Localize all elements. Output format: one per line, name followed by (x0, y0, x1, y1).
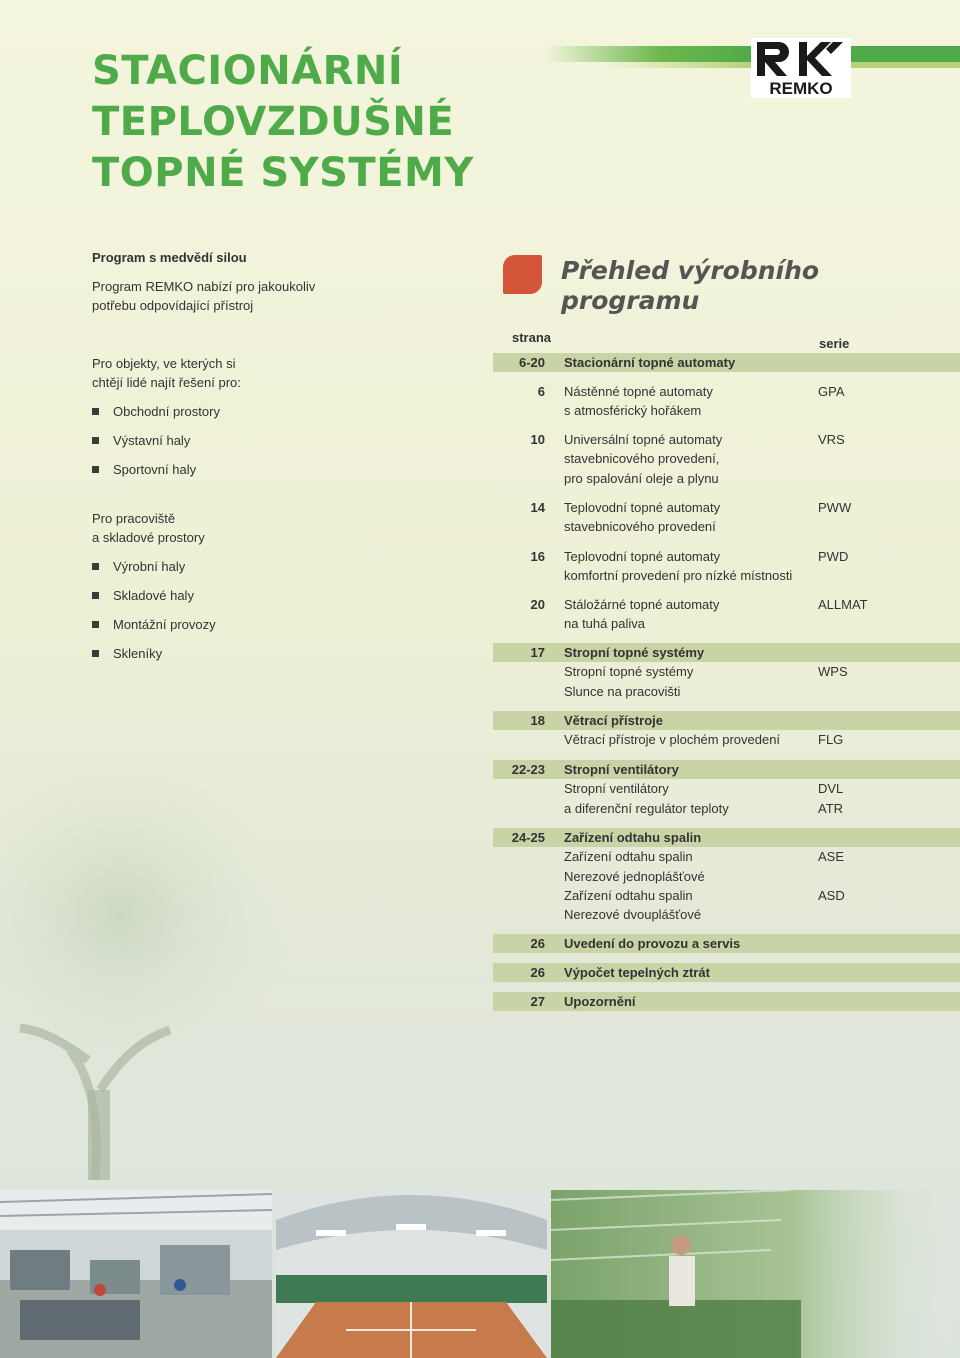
series-code: GPA (818, 384, 845, 399)
bullet-icon (92, 437, 99, 444)
page-number: 6-20 (518, 355, 545, 370)
product-line: komfortní provedení pro nízké místnosti (564, 568, 793, 584)
product-line: Větrací přístroje v plochém provedení (564, 732, 781, 748)
page-number: 17 (530, 645, 545, 660)
title-line-2: TEPLOVZDUŠNÉ (92, 99, 455, 145)
section-heading: Upozornění (564, 994, 636, 1009)
section-heading: Větrací přístroje (564, 713, 663, 728)
product-line: na tuhá paliva (564, 616, 645, 632)
table-row (493, 498, 960, 537)
orange-marker-icon (503, 255, 542, 294)
series-code: PWW (818, 500, 852, 515)
table-row (493, 992, 960, 1011)
overview-title-line-1: Přehled výrobního (561, 256, 820, 285)
bullet-icon (92, 621, 99, 628)
table-row (493, 760, 960, 818)
column-header-series: serie (819, 336, 850, 351)
group2-heading-line-1: Pro pracoviště (92, 511, 176, 526)
section-heading: Zařízení odtahu spalin (564, 830, 702, 845)
product-line: Nerezové jednoplášťové (564, 868, 705, 884)
series-code: WPS (818, 664, 848, 680)
page-number: 10 (530, 432, 545, 447)
product-line: stavebnicového provedení, (564, 451, 720, 467)
section-heading: Stropní topné systémy (564, 645, 705, 660)
product-line: Teplovodní topné automaty (564, 549, 721, 564)
table-row (493, 430, 960, 488)
table-row (493, 595, 960, 634)
section-heading: Stacionární topné automaty (564, 355, 736, 370)
intro-text-line-2: potřebu odpovídající přístroj (92, 298, 254, 313)
logo-wordmark: REMKO (769, 79, 833, 98)
page-number: 6 (537, 384, 545, 399)
bullet-icon (92, 650, 99, 657)
group1-heading-line-2: chtějí lidé najít řešení pro: (92, 375, 241, 390)
table-row (493, 934, 960, 953)
group1-heading-line-1: Pro objekty, ve kterých si (92, 356, 236, 371)
table-row (493, 353, 960, 372)
overview-title (561, 256, 819, 316)
table-row (493, 828, 960, 925)
overview-title-line-2: programu (561, 286, 700, 315)
series-code: ASE (818, 849, 845, 865)
intro-heading: Program s medvědí silou (92, 250, 247, 265)
series-code: DVL (818, 781, 844, 797)
page-title (92, 46, 474, 199)
title-line-3: TOPNÉ SYSTÉMY (92, 150, 474, 196)
product-line: Nástěnné topné automaty (564, 384, 713, 399)
page-number: 22-23 (511, 762, 545, 777)
product-line: Stropní ventilátory (564, 781, 669, 797)
group2-heading-line-2: a skladové prostory (92, 530, 205, 545)
intro-text-line-1: Program REMKO nabízí pro jakoukoliv (92, 279, 316, 294)
product-line: Nerezové dvouplášťové (564, 907, 702, 923)
table-row (493, 382, 960, 421)
bullet-icon (92, 466, 99, 473)
series-code: ASD (818, 887, 845, 903)
tree-illustration (0, 760, 300, 1180)
table-row (493, 963, 960, 982)
stripe-right (848, 46, 960, 62)
bullet-icon (92, 408, 99, 415)
title-line-1: STACIONÁRNÍ (92, 48, 404, 94)
column-header-page: strana (512, 330, 552, 345)
greenhouse-photo (551, 1190, 960, 1358)
series-code: ALLMAT (818, 597, 868, 612)
product-line: stavebnicového provedení (564, 519, 716, 535)
page-number: 26 (530, 965, 545, 980)
series-code: FLG (818, 732, 844, 748)
page-number: 24-25 (511, 830, 545, 845)
page-number: 14 (530, 500, 545, 515)
page-number: 20 (530, 597, 545, 612)
stripe-right-thin (848, 62, 960, 68)
product-line: Stropní topné systémy (564, 664, 694, 680)
product-line: Zařízení odtahu spalin (564, 849, 693, 865)
page-number: 26 (530, 936, 545, 951)
tennis-hall-photo (276, 1190, 547, 1358)
section-heading: Uvedení do provozu a servis (564, 936, 741, 951)
product-line: s atmosférický hořákem (564, 403, 702, 419)
table-row (493, 643, 960, 701)
page-number: 16 (530, 549, 545, 564)
remko-logo (751, 38, 851, 98)
product-line: Zařízení odtahu spalin (564, 887, 693, 903)
series-code: VRS (818, 432, 845, 447)
section-heading: Výpočet tepelných ztrát (564, 965, 710, 980)
product-line: Slunce na pracovišti (564, 683, 681, 699)
product-line: Universální topné automaty (564, 432, 723, 447)
page-number: 18 (530, 713, 545, 728)
bullet-icon (92, 563, 99, 570)
photo-strip (0, 1190, 960, 1358)
table-row (493, 711, 960, 750)
page-number: 27 (530, 994, 545, 1009)
series-code: PWD (818, 549, 849, 564)
product-line: a diferenční regulátor teploty (564, 800, 729, 816)
product-line: Stáložárné topné automaty (564, 597, 720, 612)
table-row (493, 547, 960, 586)
series-code: ATR (818, 800, 844, 816)
section-heading: Stropní ventilátory (564, 762, 679, 777)
bullet-icon (92, 592, 99, 599)
product-line: Teplovodní topné automaty (564, 500, 721, 515)
stripe-left (545, 46, 755, 62)
factory-photo (0, 1190, 272, 1358)
product-line: pro spalování oleje a plynu (564, 470, 719, 486)
stripe-left-thin (600, 62, 755, 68)
